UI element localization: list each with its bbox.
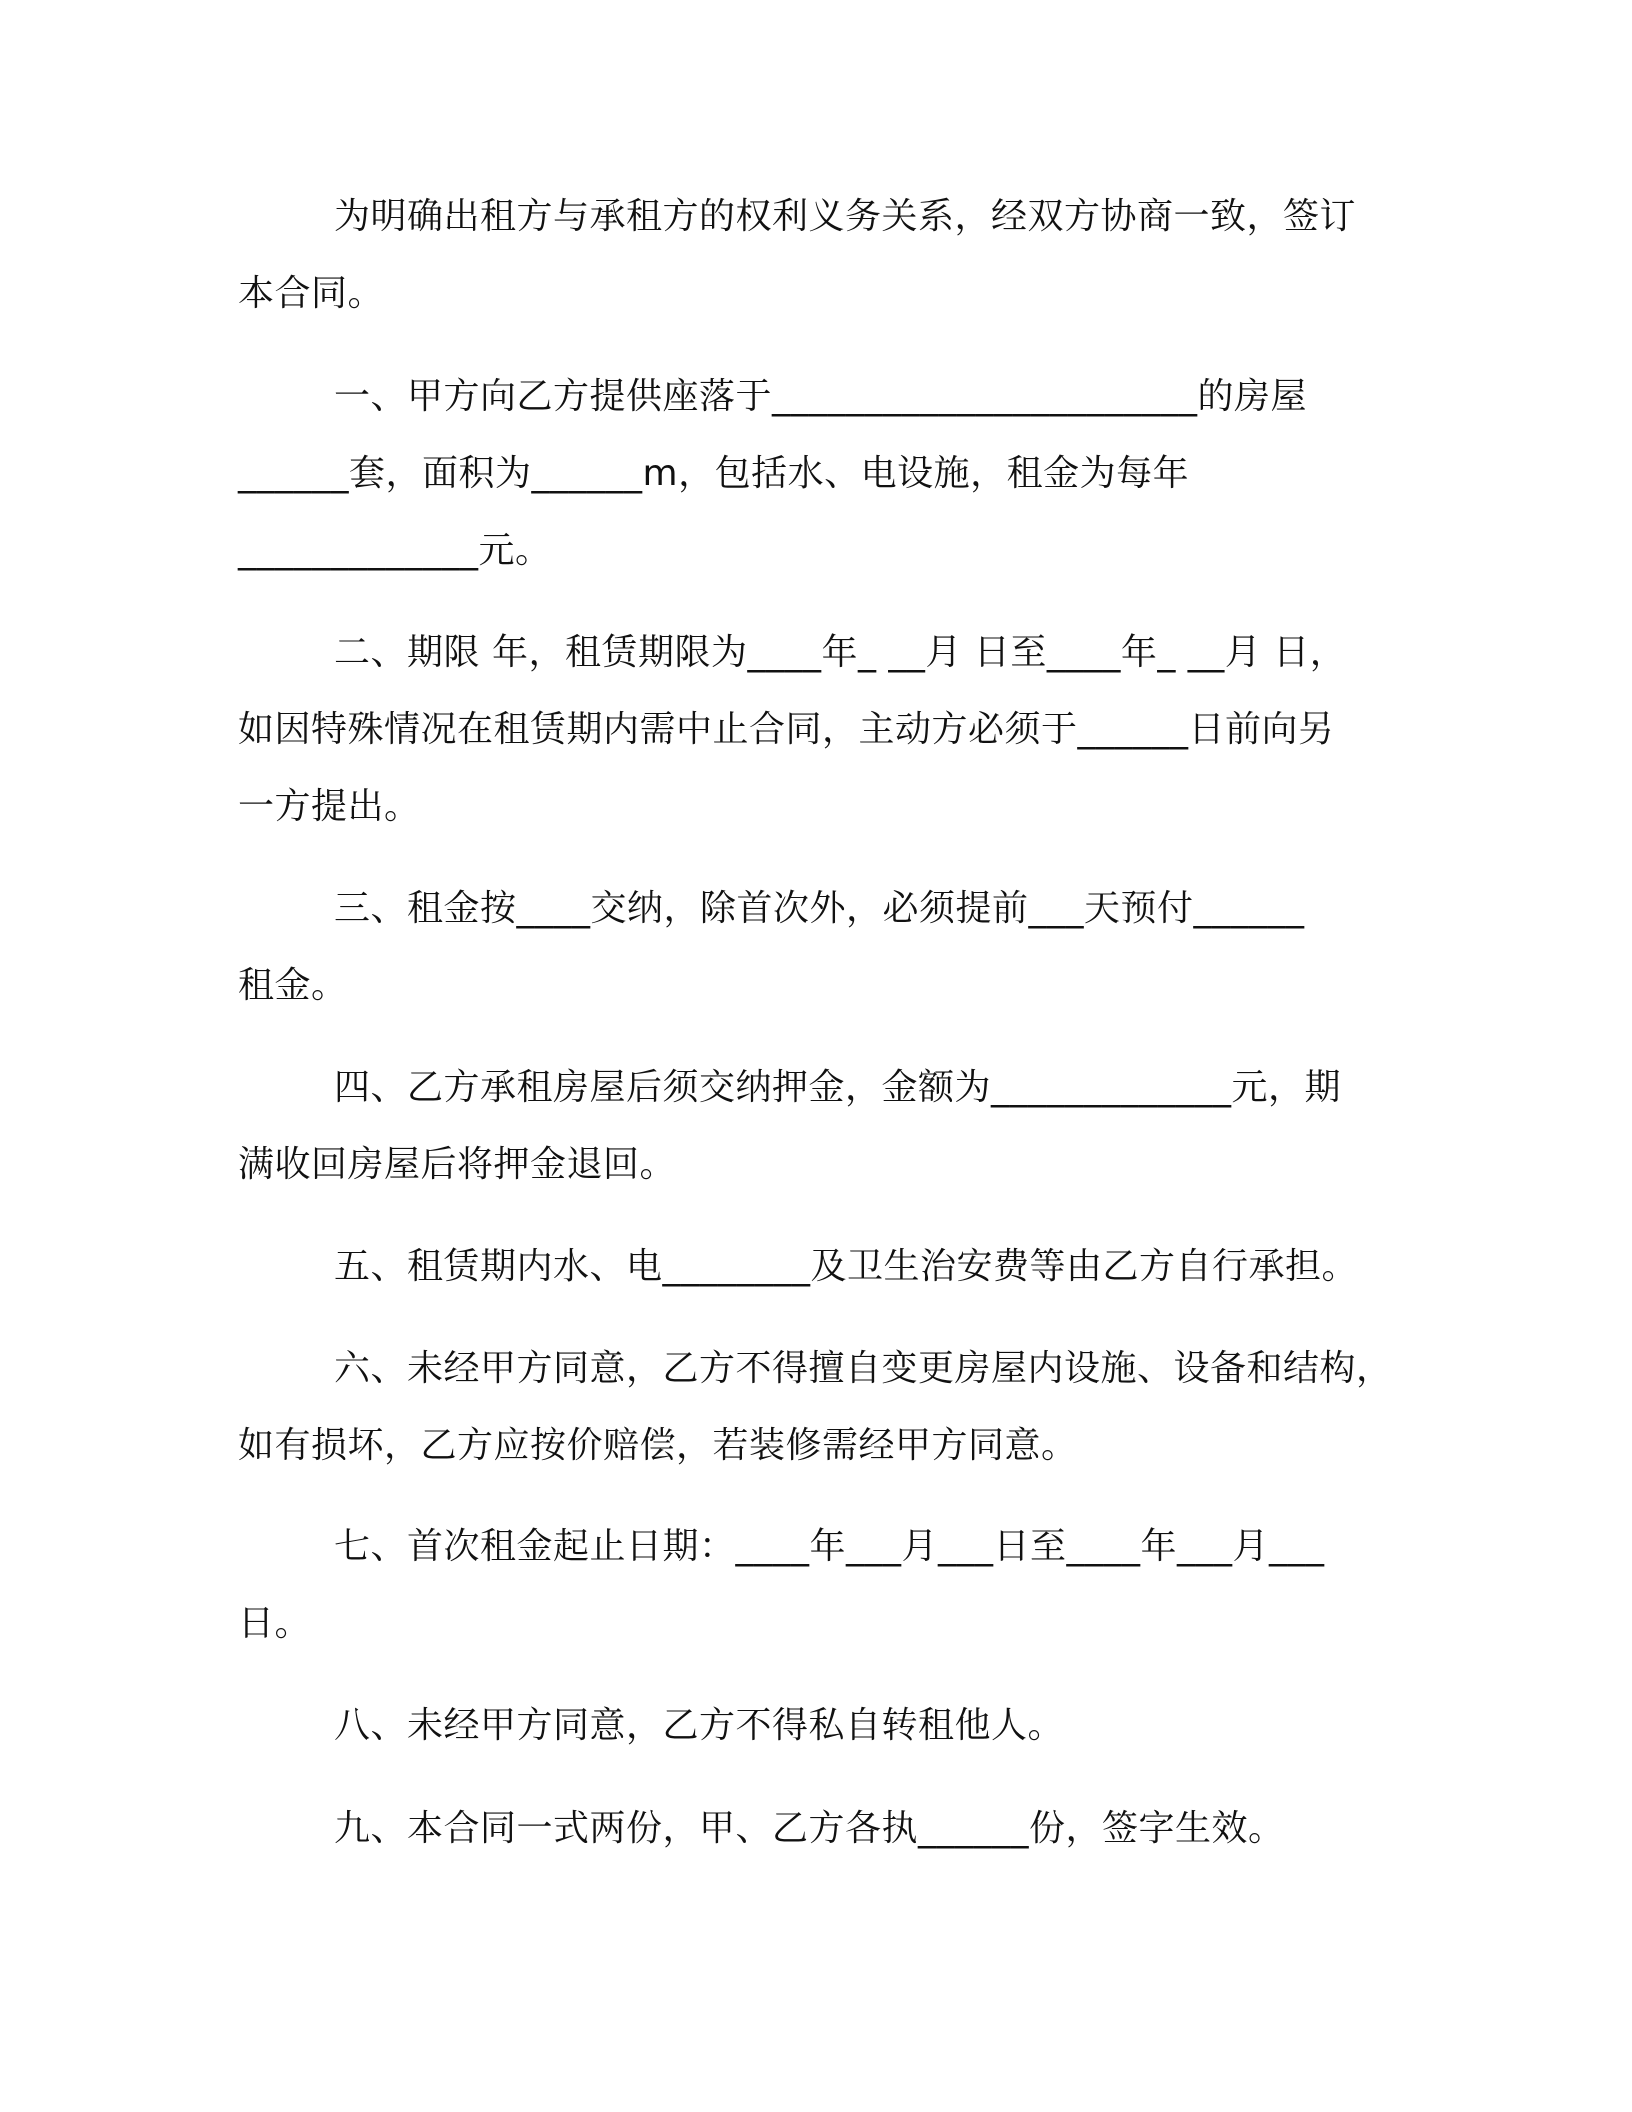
clause-4-paragraph	[238, 1049, 1418, 1203]
paragraph-line: 六、未经甲方同意，乙方不得擅自变更房屋内设施、设备和结构，	[334, 1348, 1393, 1389]
paragraph-line: 满收回房屋后将押金退回。	[238, 1144, 677, 1185]
paragraph-line: 五、租赁期内水、电________及卫生治安费等由乙方自行承担。	[334, 1246, 1359, 1287]
paragraph-line: ______套，面积为______m，包括水、电设施，租金为每年	[238, 453, 1190, 494]
paragraph-line: 四、乙方承租房屋后须交纳押金，金额为_____________元，期	[334, 1067, 1342, 1108]
paragraph-line: 九、本合同一式两份，甲、乙方各执______份，签字生效。	[334, 1808, 1285, 1849]
paragraph-line: 如有损坏，乙方应按价赔偿，若装修需经甲方同意。	[238, 1425, 1078, 1466]
paragraph-line: 三、租金按____交纳，除首次外，必须提前___天预付______	[334, 888, 1305, 929]
clause-7-paragraph	[238, 1508, 1418, 1662]
clause-2-paragraph	[238, 614, 1418, 845]
paragraph-line: 日。	[238, 1603, 312, 1644]
paragraph-line: 一、甲方向乙方提供座落于_______________________的房屋	[334, 376, 1308, 417]
clause-3-paragraph	[238, 870, 1418, 1024]
paragraph-line: 本合同。	[238, 273, 385, 314]
paragraph-line: _____________元。	[238, 530, 552, 571]
paragraph-line: 八、未经甲方同意，乙方不得私自转租他人。	[334, 1705, 1065, 1746]
paragraph-line: 为明确出租方与承租方的权利义务关系，经双方协商一致，签订	[334, 196, 1357, 237]
paragraph-line: 二、期限 年，租赁期限为____年_ __月 日至____年_ __月 日，	[334, 632, 1347, 673]
clause-1-paragraph	[238, 358, 1418, 589]
paragraph-line: 租金。	[238, 965, 348, 1006]
clause-5-paragraph	[238, 1228, 1418, 1305]
clause-9-paragraph	[238, 1790, 1418, 1867]
paragraph-line: 一方提出。	[238, 786, 421, 827]
clause-8-paragraph	[238, 1687, 1418, 1764]
paragraph-line: 如因特殊情况在租赁期内需中止合同，主动方必须于______日前向另	[238, 709, 1335, 750]
paragraph-line: 七、首次租金起止日期：____年___月___日至____年___月___	[334, 1526, 1325, 1567]
clause-6-paragraph	[238, 1330, 1418, 1484]
preamble-paragraph	[238, 178, 1418, 332]
